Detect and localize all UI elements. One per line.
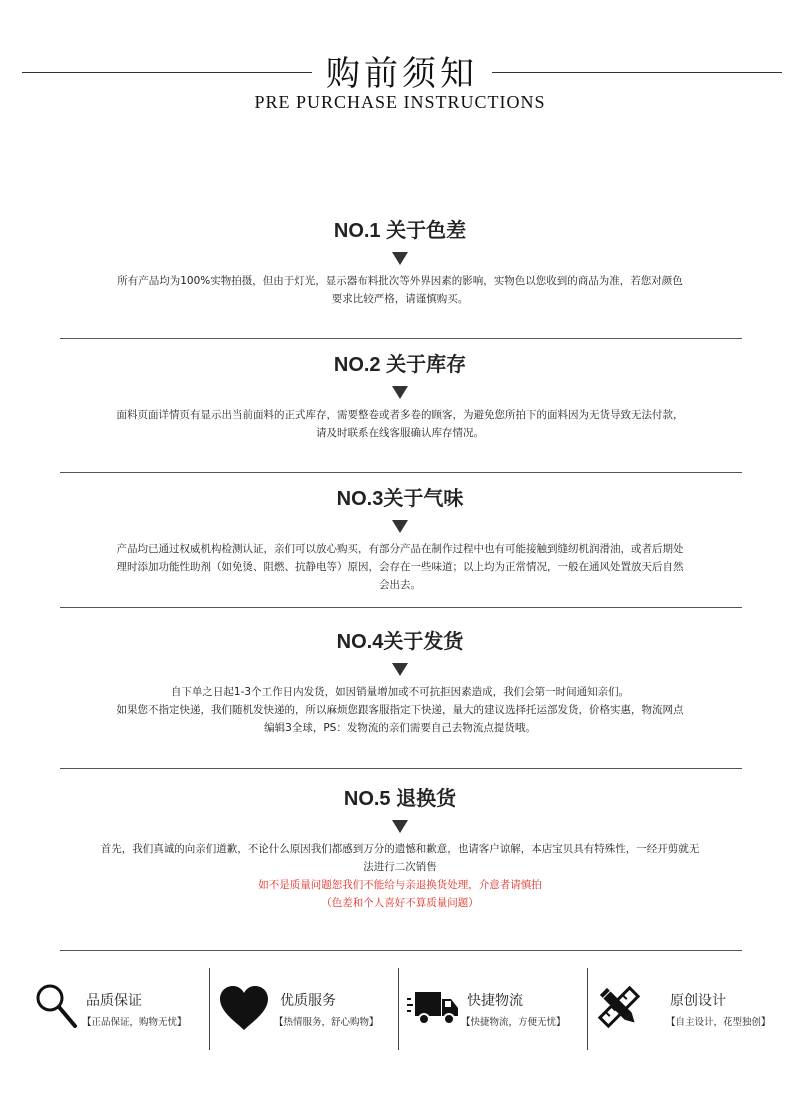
- body-line: 编辑3全球，PS：发物流的亲们需要自己去物流点提货哦。: [264, 722, 536, 734]
- feature-quality: [20, 968, 208, 1050]
- section-body: [60, 540, 740, 594]
- warning-line: 如不是质量问题恕我们不能给与亲退换货处理，介意者请慎拍: [258, 879, 542, 891]
- body-line: 面料页面详情页有显示出当前面料的正式库存，需要整卷或者多卷的顾客，为避免您所拍下的面料因为无货导致无法付款，: [116, 409, 684, 421]
- feature-desc: 【自主设计，花型独创】: [666, 1017, 771, 1028]
- section-color-difference: [0, 218, 800, 308]
- feature-name: 快捷物流: [467, 992, 523, 1008]
- section-title: NO.1 关于色差: [333, 220, 467, 242]
- down-arrow-icon: [392, 820, 408, 834]
- header: [0, 40, 800, 120]
- feature-name: 优质服务: [280, 992, 336, 1008]
- warning-line: （色差和个人喜好不算质量问题）: [321, 897, 479, 909]
- section-body: [60, 272, 740, 308]
- body-line: 产品均已通过权威机构检测认证，亲们可以放心购买，有部分产品在制作过程中也有可能接触到缝纫机润滑油，或者后期处: [116, 543, 684, 555]
- body-line: 会出去。: [379, 579, 421, 591]
- section-returns: [0, 786, 800, 912]
- body-line: 自下单之日起1-3个工作日内发货，如因销量增加或不可抗拒因素造成，我们会第一时间通知亲们。: [170, 686, 630, 698]
- page-title: 购前须知: [326, 54, 478, 94]
- section-title: NO.3关于气味: [336, 488, 464, 510]
- feature-desc: 【热情服务，舒心购物】: [274, 1017, 379, 1028]
- feature-name: 原创设计: [670, 992, 726, 1008]
- section-shipping: [0, 629, 800, 737]
- feature-name: 品质保证: [86, 992, 142, 1008]
- pencil-ruler-icon: [594, 982, 644, 1032]
- body-line: 请及时联系在线客服确认库存情况。: [316, 427, 484, 439]
- body-line: 如果您不指定快递，我们随机发快递的，所以麻烦您跟客服指定下快递，量大的建议选择托运部发货，价格实惠，物流网点: [116, 704, 684, 716]
- section-smell: [0, 486, 800, 594]
- section-body: [50, 840, 750, 876]
- page-subtitle: PRE PURCHASE INSTRUCTIONS: [254, 92, 546, 112]
- down-arrow-icon: [392, 663, 408, 677]
- feature-bar: [20, 968, 780, 1050]
- feature-desc: 【快捷物流，方便无忧】: [461, 1017, 566, 1028]
- heart-icon: [218, 984, 270, 1032]
- section-warning: [60, 876, 740, 912]
- section-title: NO.5 退换货: [343, 788, 457, 810]
- section-body: [60, 683, 740, 737]
- feature-desc: 【正品保证，购物无忧】: [82, 1017, 187, 1028]
- section-title: NO.4关于发货: [336, 631, 464, 653]
- feature-design: [588, 968, 780, 1050]
- body-line: 首先，我们真诚的向亲们道歉，不论什么原因我们都感到万分的遗憾和歉意，也请客户谅解，本店宝贝具有特殊性，一经开剪就无: [100, 843, 700, 855]
- divider: [60, 950, 742, 951]
- body-line: 要求比较严格，请谨慎购买。: [331, 293, 469, 305]
- header-rule-right: [492, 72, 782, 73]
- divider: [60, 607, 742, 608]
- header-rule-left: [22, 72, 312, 73]
- feature-service: [210, 968, 398, 1050]
- magnifier-icon: [34, 982, 80, 1030]
- section-body: [60, 406, 740, 442]
- divider: [60, 768, 742, 769]
- down-arrow-icon: [392, 386, 408, 400]
- section-stock: [0, 352, 800, 442]
- section-title: NO.2 关于库存: [333, 354, 467, 376]
- body-line: 理时添加功能性助剂（如免烫、阻燃、抗静电等）原因，会存在一些味道；以上均为正常情况，一般在通风处置放天后自然: [116, 561, 684, 573]
- feature-logistics: [399, 968, 587, 1050]
- truck-icon: [407, 990, 459, 1026]
- body-line: 法进行二次销售: [363, 861, 437, 873]
- down-arrow-icon: [392, 252, 408, 266]
- divider: [60, 338, 742, 339]
- divider: [60, 472, 742, 473]
- body-line: 所有产品均为100%实物拍摄，但由于灯光，显示器布料批次等外界因素的影响，实物色以您收到的商品为准，若您对颜色: [117, 275, 683, 287]
- down-arrow-icon: [392, 520, 408, 534]
